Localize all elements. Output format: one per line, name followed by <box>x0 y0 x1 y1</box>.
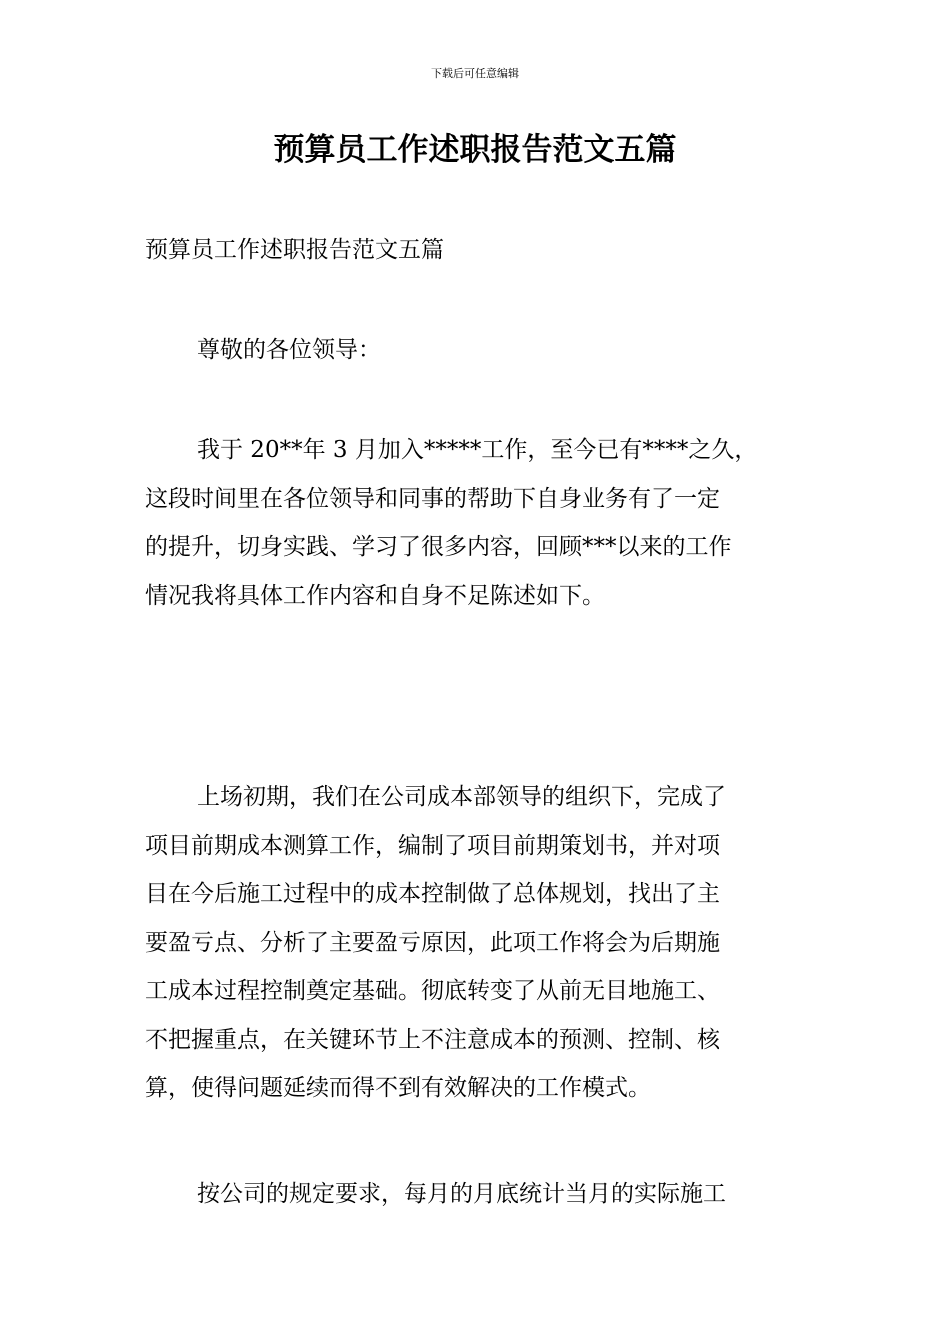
subtitle-line: 预算员工作述职报告范文五篇 <box>145 237 444 263</box>
document-title: 预算员工作述职报告范文五篇 <box>273 132 677 168</box>
paragraph-line: 算，使得问题延续而得不到有效解决的工作模式。 <box>145 1075 651 1101</box>
paragraph-2 <box>145 773 810 1113</box>
salutation <box>145 326 810 375</box>
header-note: 下载后可任意编辑 <box>431 67 519 80</box>
paragraph-line: 工成本过程控制奠定基础。彻底转变了从前无目地施工、 <box>145 978 720 1004</box>
paragraph-line: 要盈亏点、分析了主要盈亏原因，此项工作将会为后期施 <box>145 929 720 956</box>
paragraph-line: 不把握重点，在关键环节上不注意成本的预测、控制、核 <box>145 1026 720 1053</box>
paragraph-line: 上场初期，我们在公司成本部领导的组织下，完成了 <box>197 784 726 810</box>
paragraph-line: 按公司的规定要求，每月的月底统计当月的实际施工 <box>197 1181 726 1207</box>
paragraph-1 <box>145 426 810 620</box>
paragraph-line: 情况我将具体工作内容和自身不足陈述如下。 <box>145 582 605 609</box>
document-subtitle <box>145 226 810 275</box>
paragraph-line: 目在今后施工过程中的成本控制做了总体规划，找出了主 <box>145 881 720 907</box>
paragraph-3 <box>145 1170 810 1219</box>
paragraph-line: 我于 20**年 3 月加入*****工作，至今已有****之久， <box>197 437 758 463</box>
paragraph-line: 这段时间里在各位领导和同事的帮助下自身业务有了一定 <box>145 485 720 512</box>
salutation-line: 尊敬的各位领导： <box>197 337 381 363</box>
paragraph-line: 的提升，切身实践、学习了很多内容，回顾***以来的工作 <box>145 534 732 560</box>
paragraph-line: 项目前期成本测算工作，编制了项目前期策划书，并对项 <box>145 832 720 859</box>
